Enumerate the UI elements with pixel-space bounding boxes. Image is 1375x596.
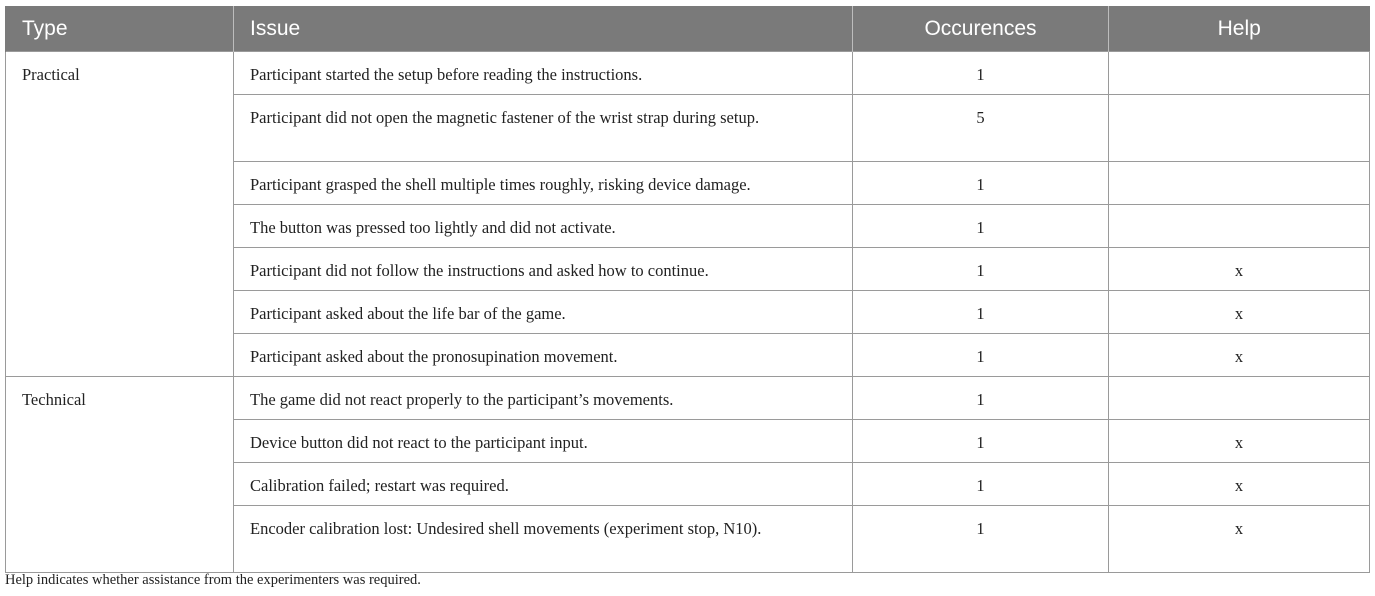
occurrences-cell: 1 (853, 334, 1109, 377)
table-footnote: Help indicates whether assistance from the experimenters was required. (5, 572, 421, 588)
occurrences-cell: 1 (853, 52, 1109, 95)
header-occurrences: Occurences (853, 6, 1109, 52)
issues-table-container (5, 6, 1369, 573)
occurrences-cell: 1 (853, 205, 1109, 248)
issue-cell: Calibration failed; restart was required. (234, 463, 853, 506)
issue-cell: Participant asked about the pronosupination movement. (234, 334, 853, 377)
header-type: Type (6, 6, 234, 52)
header-issue: Issue (234, 6, 853, 52)
help-cell: x (1109, 506, 1370, 573)
help-cell: x (1109, 291, 1370, 334)
help-cell (1109, 205, 1370, 248)
issue-cell: Participant did not follow the instructions and asked how to continue. (234, 248, 853, 291)
header-row (6, 6, 1370, 52)
issue-cell: Participant grasped the shell multiple times roughly, risking device damage. (234, 162, 853, 205)
occurrences-cell: 1 (853, 506, 1109, 573)
help-cell (1109, 377, 1370, 420)
help-cell: x (1109, 420, 1370, 463)
issue-cell: Participant started the setup before reading the instructions. (234, 52, 853, 95)
issue-cell: Encoder calibration lost: Undesired shell movements (experiment stop, N10). (234, 506, 853, 573)
issue-cell: Device button did not react to the participant input. (234, 420, 853, 463)
help-cell: x (1109, 248, 1370, 291)
header-help: Help (1109, 6, 1370, 52)
table-body (6, 52, 1370, 573)
issues-table (5, 6, 1370, 573)
issue-cell: Participant did not open the magnetic fastener of the wrist strap during setup. (234, 95, 853, 162)
occurrences-cell: 5 (853, 95, 1109, 162)
type-cell-practical: Practical (6, 52, 234, 377)
help-cell (1109, 162, 1370, 205)
help-cell: x (1109, 334, 1370, 377)
help-cell: x (1109, 463, 1370, 506)
occurrences-cell: 1 (853, 248, 1109, 291)
table-header (6, 6, 1370, 52)
occurrences-cell: 1 (853, 162, 1109, 205)
type-cell-technical: Technical (6, 377, 234, 573)
table-row (6, 52, 1370, 95)
occurrences-cell: 1 (853, 420, 1109, 463)
issue-cell: The game did not react properly to the participant’s movements. (234, 377, 853, 420)
help-cell (1109, 95, 1370, 162)
help-cell (1109, 52, 1370, 95)
issue-cell: Participant asked about the life bar of the game. (234, 291, 853, 334)
occurrences-cell: 1 (853, 463, 1109, 506)
table-row (6, 377, 1370, 420)
occurrences-cell: 1 (853, 377, 1109, 420)
issue-cell: The button was pressed too lightly and did not activate. (234, 205, 853, 248)
occurrences-cell: 1 (853, 291, 1109, 334)
